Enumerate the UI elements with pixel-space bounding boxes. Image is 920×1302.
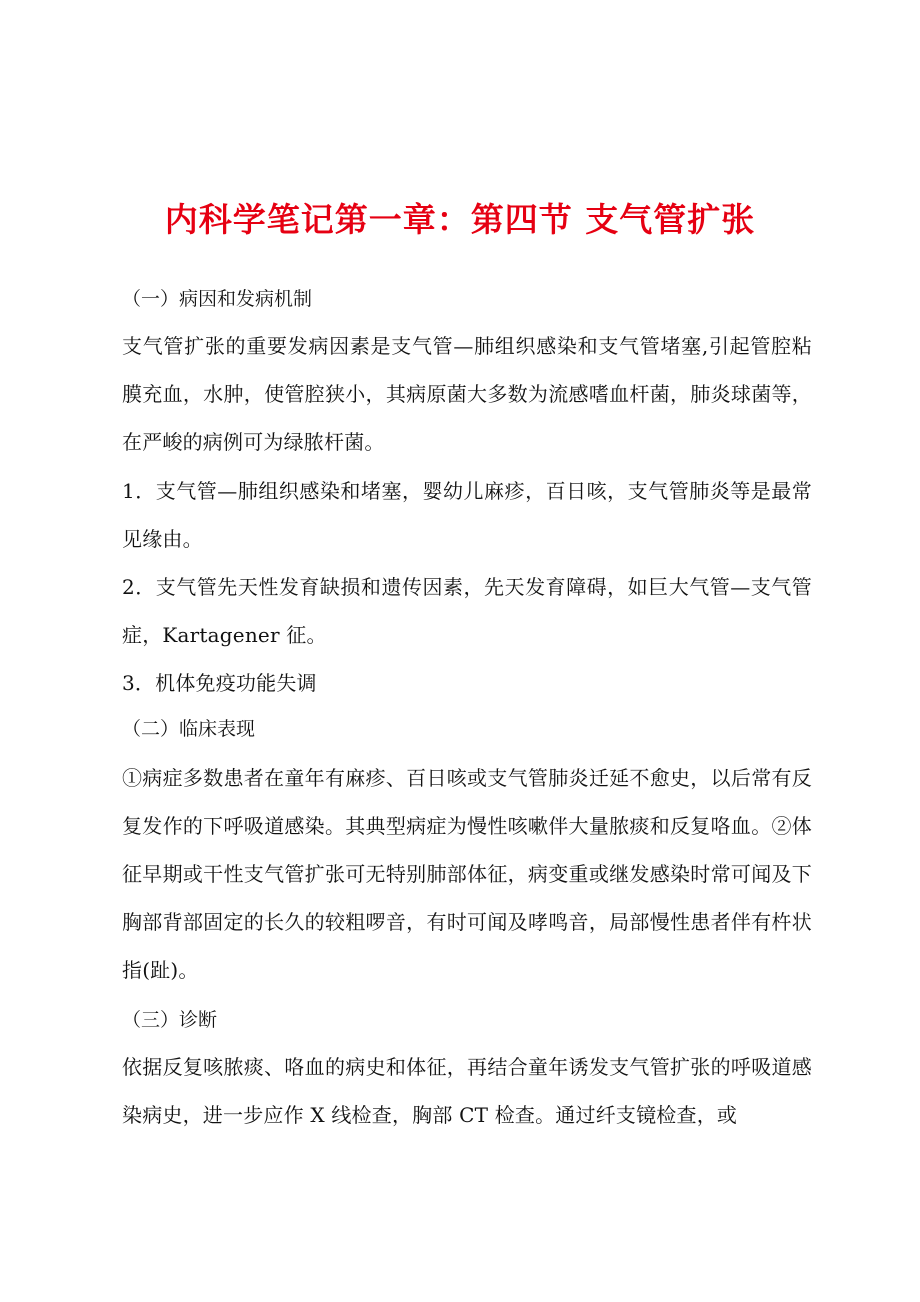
- section-heading-etiology: （一）病因和发病机制: [122, 288, 313, 310]
- paragraph-clinical: ①病症多数患者在童年有麻疹、百日咳或支气管肺炎迁延不愈史，以后常有反复发作的下呼吸道感染。其典型病症为慢性咳嗽伴大量脓痰和反复咯血。②体征早期或干性支气管扩张可无特别肺部体征，病变重或继发感染时常可闻及下胸部背部固定的长久的较粗啰音，有时可闻及哮鸣音，局部慢性患者伴有杵状指(趾)。: [122, 766, 812, 982]
- paragraph-cause-2: 2．支气管先天性发育缺损和遗传因素，先天发育障碍，如巨大气管—支气管症，Kartagener 征。: [122, 575, 812, 647]
- paragraph-cause-1: 1．支气管—肺组织感染和堵塞，婴幼儿麻疹，百日咳，支气管肺炎等是最常见缘由。: [122, 479, 812, 551]
- paragraph-etiology-intro: 支气管扩张的重要发病因素是支气管—肺组织感染和支气管堵塞,引起管腔粘膜充血，水肿，使管腔狭小，其病原菌大多数为流感嗜血杆菌，肺炎球菌等，在严峻的病例可为绿脓杆菌。: [122, 334, 812, 454]
- section-heading-diagnosis: （三）诊断: [122, 1009, 218, 1031]
- section-heading-clinical: （二）临床表现: [122, 718, 256, 740]
- paragraph-cause-3: 3．机体免疫功能失调: [122, 671, 317, 695]
- paragraph-diagnosis: 依据反复咳脓痰、咯血的病史和体征，再结合童年诱发支气管扩张的呼吸道感染病史，进一步应作 X 线检查，胸部 CT 检查。通过纤支镜检查，或: [122, 1055, 812, 1127]
- document-title: 内科学笔记第一章：第四节 支气管扩张: [164, 200, 756, 239]
